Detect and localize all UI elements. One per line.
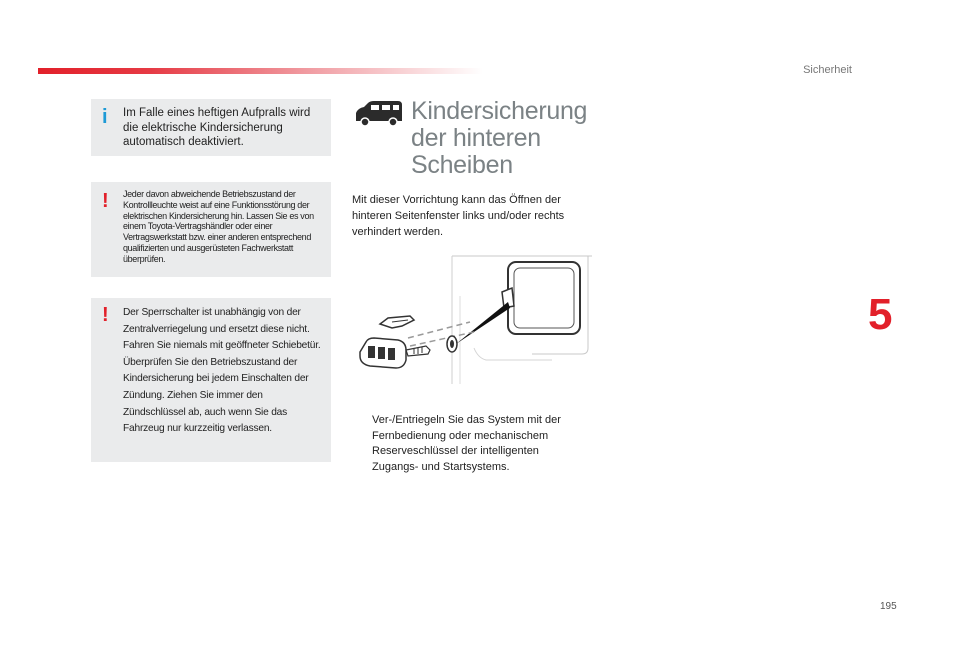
- section-heading: Kindersicherung der hinteren Scheiben: [411, 97, 588, 179]
- info-box-text: Im Falle eines heftigen Aufpralls wird die elektrische Kindersicherung automatisch deaktiviert.: [123, 107, 311, 148]
- van-icon: [354, 99, 404, 127]
- header-accent-bar: [38, 68, 483, 74]
- warning-box-malfunction-text: Jeder davon abweichende Betriebszustand der Kontrollleuchte weist auf eine Funktionsstörung der elektrischen Kindersicherung hin. Lassen Sie es von einem Toyota-Vertragshändler oder einer Vertragswerkstatt bzw. einer anderen entsprechend qualifizierten und ausgerüsteten Fachwerkstatt überprüfen.: [123, 189, 314, 264]
- intro-paragraph: Mit dieser Vorrichtung kann das Öffnen der hinteren Seitenfenster links und/oder rechts verhindert werden.: [352, 194, 565, 238]
- warning-box-safety: [91, 298, 331, 462]
- page-number: 195: [880, 601, 897, 612]
- warning-box-malfunction: [91, 182, 331, 277]
- section-title: Sicherheit: [803, 64, 852, 76]
- warning-icon: !: [102, 304, 109, 326]
- child-lock-illustration: [352, 248, 596, 386]
- info-icon: i: [102, 106, 108, 128]
- warning-icon: !: [102, 190, 109, 212]
- chapter-number: 5: [868, 290, 893, 339]
- info-box: [91, 99, 331, 156]
- warning-box-safety-text: Der Sperrschalter ist unabhängig von der Zentralverriegelung und ersetzt diese nicht. Fahren Sie niemals mit geöffneter Schiebetür. Überprüfen Sie den Betriebszustand der Kindersicherung bei jedem Einschalten der Zündung. Ziehen Sie immer den Zündschlüssel ab, auch wenn Sie das Fahrzeug nur kurzzeitig verlassen.: [123, 307, 321, 435]
- instruction-text: Ver-/Entriegeln Sie das System mit der Fernbedienung oder mechanischem Reserveschlüssel der intelligenten Zugangs- und Startsystems.: [372, 414, 561, 473]
